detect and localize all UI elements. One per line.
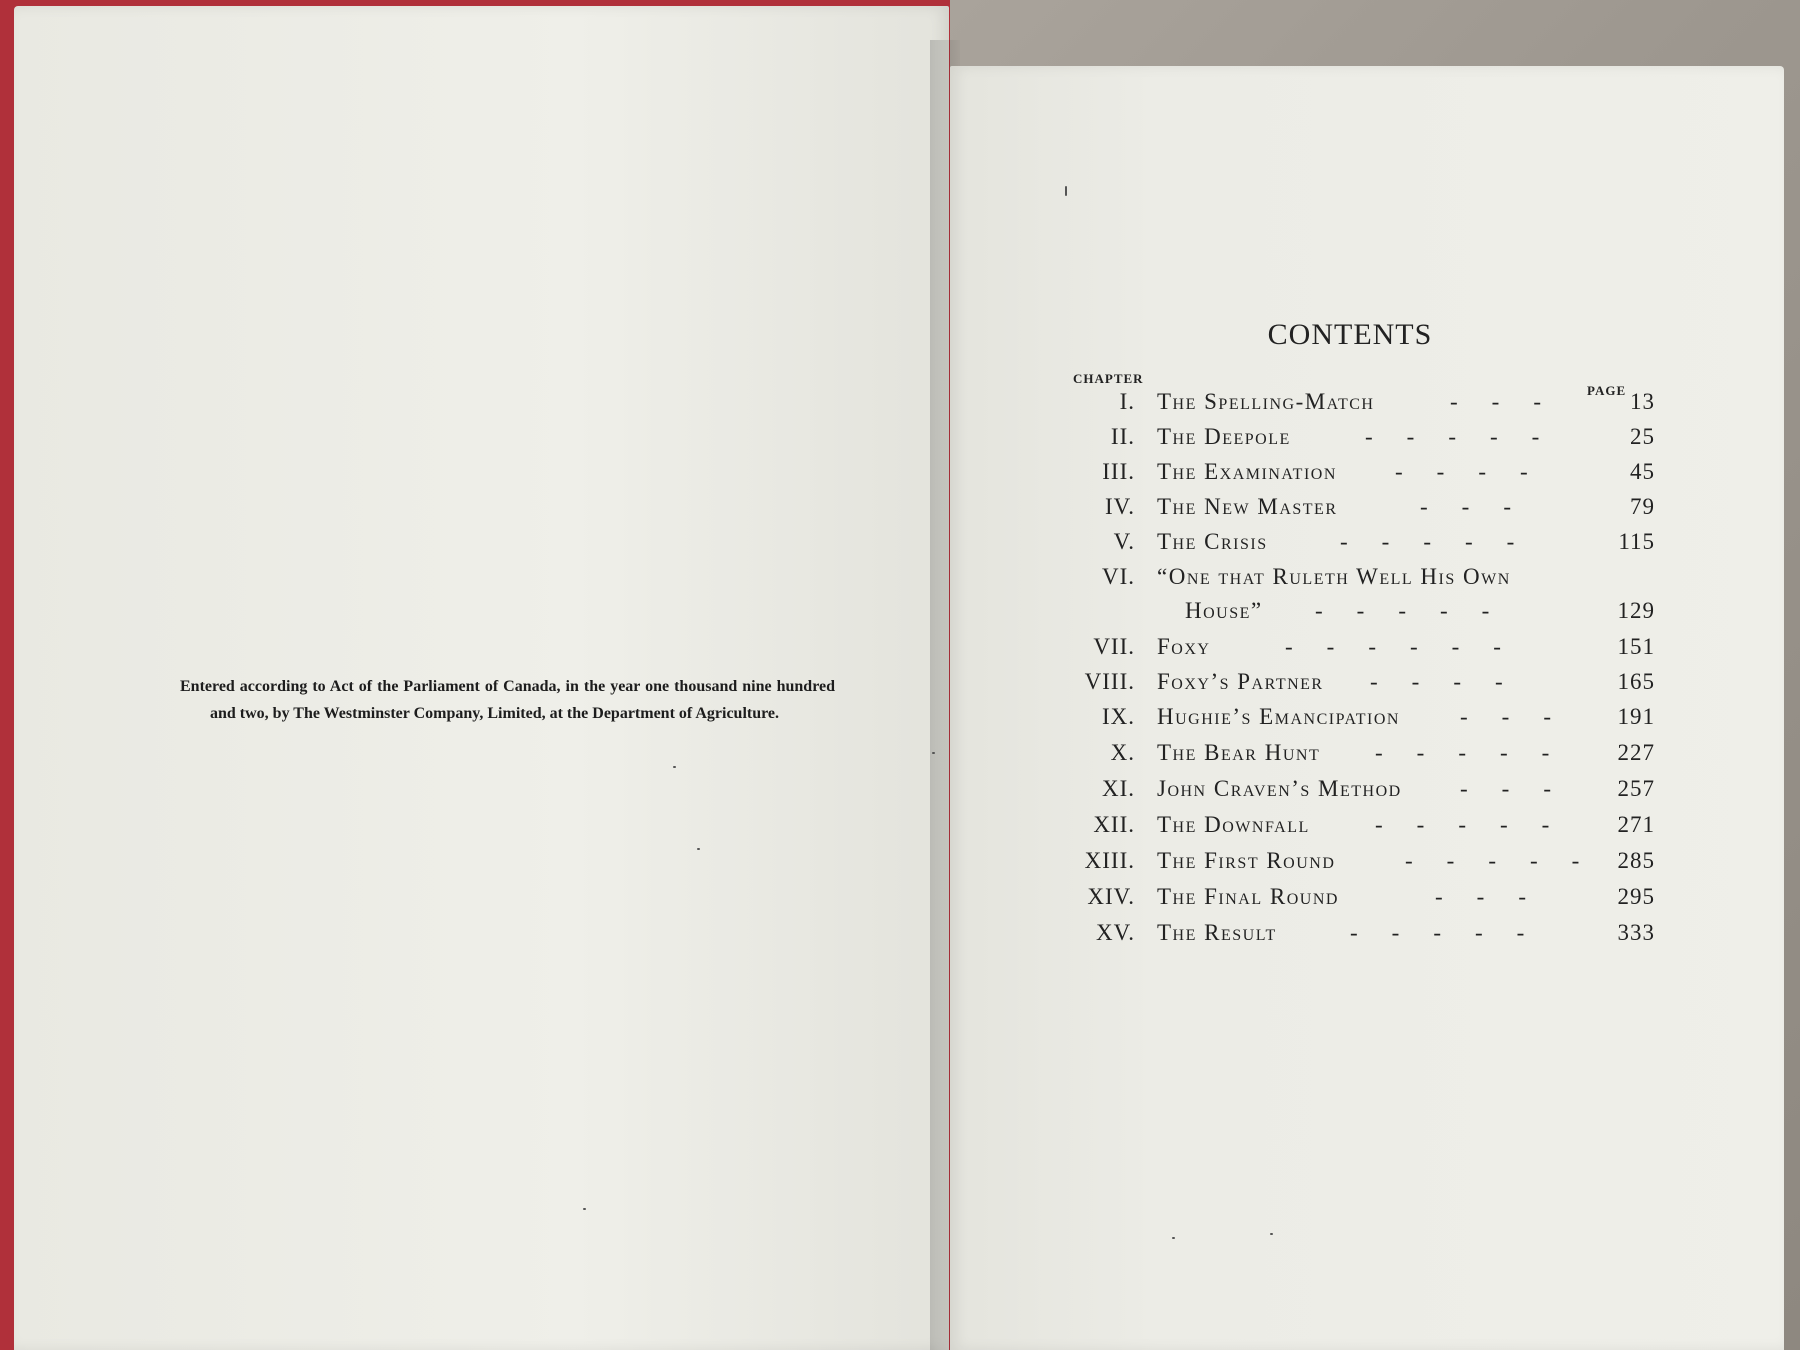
chapter-page: 333 [1617, 920, 1655, 945]
chapter-page: 191 [1617, 704, 1655, 729]
chapter-number: VI. [1101, 564, 1135, 589]
toc-row: XIII. The First Round ----- 285 [1065, 848, 1655, 878]
paper-speck [932, 752, 935, 754]
chapter-page: 25 [1630, 424, 1655, 449]
chapter-title: The New Master [1157, 494, 1338, 519]
paper-speck [583, 1208, 586, 1210]
toc-row: VII. Foxy ------ 151 [1065, 634, 1655, 664]
chapter-page: 79 [1630, 494, 1655, 519]
page-column-header: PAGE [1587, 383, 1627, 398]
chapter-title: The Examination [1157, 459, 1337, 484]
paper-speck [673, 766, 676, 768]
chapter-title: The First Round [1157, 848, 1336, 873]
chapter-page: 165 [1617, 669, 1655, 694]
chapter-number: XII. [1093, 812, 1135, 837]
toc-row: V. The Crisis ----- 115 [1065, 529, 1655, 559]
paper-speck [1172, 1237, 1175, 1239]
toc-row: XIV. The Final Round --- 295 [1065, 884, 1655, 914]
toc-row [1065, 564, 1655, 594]
chapter-page: 45 [1630, 459, 1655, 484]
chapter-title: The Bear Hunt [1157, 740, 1321, 765]
toc-row: XI. John Craven’s Method --- 257 [1065, 776, 1655, 806]
chapter-number: III. [1102, 459, 1135, 484]
toc-row: I. The Spelling-Match --- 13 [1065, 389, 1655, 419]
toc-row: X. The Bear Hunt ----- 227 [1065, 740, 1655, 770]
chapter-number: V. [1113, 529, 1135, 554]
chapter-title: Foxy [1157, 634, 1211, 659]
chapter-number: II. [1110, 424, 1135, 449]
chapter-number: IX. [1101, 704, 1135, 729]
toc-row: XV. The Result ----- 333 [1065, 920, 1655, 950]
chapter-number: XV. [1095, 920, 1135, 945]
chapter-title: Foxy’s Partner [1157, 669, 1324, 694]
chapter-number: I. [1119, 389, 1135, 414]
paper-speck [1065, 186, 1067, 196]
chapter-page: 257 [1617, 776, 1655, 801]
chapter-title: “One that Ruleth Well His Own [1157, 564, 1511, 589]
chapter-page: 151 [1617, 634, 1655, 659]
chapter-page: 285 [1617, 848, 1655, 873]
chapter-number: VII. [1093, 634, 1135, 659]
contents-title: CONTENTS [1267, 318, 1433, 351]
copyright-text: Entered according to Act of the Parliament of Canada, in the year one thousand nine hundred and two, by The Westminster Company, Limited, at the Department of Agriculture. [180, 678, 835, 722]
toc-row-continued: House” ----- 129 [1185, 598, 1655, 623]
chapter-page: 295 [1617, 884, 1655, 909]
chapter-title: The Final Round [1157, 884, 1339, 909]
chapter-page: 271 [1617, 812, 1655, 837]
chapter-number: VIII. [1084, 669, 1135, 694]
toc-row: II. The Deepole ----- 25 [1065, 424, 1655, 454]
chapter-page: 129 [1617, 598, 1655, 623]
toc-row: IV. The New Master --- 79 [1065, 494, 1655, 524]
chapter-number: IV. [1104, 494, 1135, 519]
paper-speck [697, 848, 700, 850]
toc-row: III. The Examination ---- 45 [1065, 459, 1655, 489]
toc-row: VIII. Foxy’s Partner ---- 165 [1065, 669, 1655, 699]
paper-speck [1270, 1233, 1273, 1235]
chapter-page: 227 [1617, 740, 1655, 765]
chapter-title: The Crisis [1157, 529, 1268, 554]
chapter-title: The Result [1157, 920, 1277, 945]
chapter-number: X. [1110, 740, 1135, 765]
chapter-title: The Deepole [1157, 424, 1291, 449]
chapter-column-header: CHAPTER [1073, 371, 1144, 386]
copyright-notice [180, 673, 835, 727]
chapter-number: XI. [1101, 776, 1135, 801]
chapter-title: Hughie’s Emancipation [1157, 704, 1400, 729]
toc-row: XII. The Downfall ----- 271 [1065, 812, 1655, 842]
chapter-page: 13 [1630, 389, 1655, 414]
chapter-title-continued: House” [1185, 598, 1263, 623]
chapter-page: 115 [1618, 529, 1655, 554]
chapter-title: John Craven’s Method [1157, 776, 1402, 801]
chapter-title: The Spelling-Match [1157, 389, 1375, 414]
chapter-number: XIII. [1084, 848, 1135, 873]
chapter-number: XIV. [1087, 884, 1135, 909]
chapter-title: The Downfall [1157, 812, 1310, 837]
toc-row: IX. Hughie’s Emancipation --- 191 [1065, 704, 1655, 734]
